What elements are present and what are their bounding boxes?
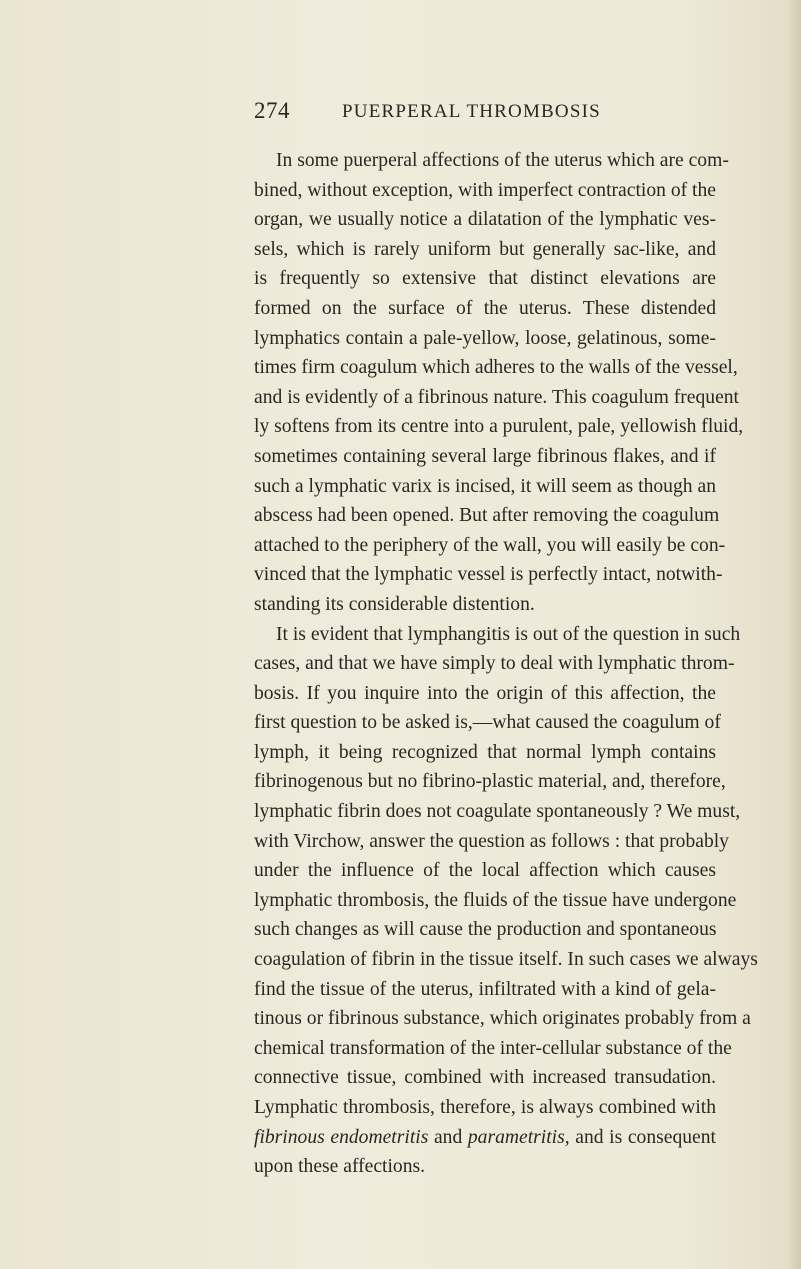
text-line: first question to be asked is,—what caused the coagulum of: [254, 712, 721, 734]
italic-term: fibrinous endometritis: [254, 1126, 429, 1148]
text-line: find the tissue of the uterus, infiltrated with a kind of gela-: [254, 978, 716, 1000]
text-line: attached to the periphery of the wall, you will easily be con-: [254, 534, 726, 556]
text-line: sels, which is rarely uniform but generally sac-like, and: [254, 238, 716, 260]
text-line-mixed: [254, 1123, 716, 1153]
text-line: lymphatic thrombosis, the fluids of the tissue have undergone: [254, 889, 737, 911]
text-line: such a lymphatic varix is incised, it will seem as though an: [254, 475, 716, 497]
text-line: chemical transformation of the inter-cellular substance of the: [254, 1037, 732, 1059]
page-header: [254, 98, 714, 128]
text-line: formed on the surface of the uterus. These distended: [254, 297, 716, 319]
text-line: upon these affections.: [254, 1156, 426, 1178]
text-line: standing its considerable distention.: [254, 593, 535, 615]
text-line: abscess had been opened. But after removing the coagulum: [254, 505, 720, 527]
text-line: and is evidently of a fibrinous nature. This coagulum frequent: [254, 386, 740, 408]
text-line: under the influence of the local affection which causes: [254, 860, 716, 882]
text-line: Lymphatic thrombosis, therefore, is always combined with: [254, 1097, 716, 1118]
text-line: bosis. If you inquire into the origin of this affection, the: [254, 682, 716, 704]
text-line: It is evident that lymphangitis is out of the question in such: [276, 623, 741, 645]
page-number: 274: [254, 98, 290, 123]
text-line: fibrinogenous but no fibrino-plastic material, and, therefore,: [254, 771, 726, 793]
page-edge-shadow: [787, 0, 801, 1269]
text-line: organ, we usually notice a dilatation of the lymphatic ves-: [254, 209, 716, 231]
text-line: connective tissue, combined with increased transudation.: [254, 1067, 716, 1089]
text-line: times firm coagulum which adheres to the walls of the vessel,: [254, 357, 738, 379]
text-fragment: and: [428, 1126, 468, 1148]
italic-term: parametritis,: [467, 1126, 570, 1148]
running-head: PUERPERAL THROMBOSIS: [342, 101, 601, 122]
text-line: sometimes containing several large fibrinous flakes, and if: [254, 445, 716, 467]
text-line: bined, without exception, with imperfect contraction of the: [254, 179, 716, 201]
text-line: is frequently so extensive that distinct elevations are: [254, 268, 716, 290]
text-line: with Virchow, answer the question as follows : that probably: [254, 830, 729, 852]
text-line: In some puerperal affections of the uterus which are com-: [276, 150, 729, 171]
text-line: coagulation of fibrin in the tissue itself. In such cases we always: [254, 949, 758, 971]
text-line: vinced that the lymphatic vessel is perfectly intact, notwith-: [254, 564, 723, 586]
text-line: lymphatics contain a pale-yellow, loose, gelatinous, some-: [254, 327, 716, 349]
text-line: tinous or fibrinous substance, which originates probably from a: [254, 1008, 751, 1030]
text-line: lymphatic fibrin does not coagulate spontaneously ? We must,: [254, 801, 741, 823]
text-fragment: and is consequent: [569, 1126, 716, 1148]
text-line: such changes as will cause the production and spontaneous: [254, 919, 717, 941]
body-text: [254, 146, 758, 1182]
text-line: lymph, it being recognized that normal lymph contains: [254, 741, 716, 763]
text-line: ly softens from its centre into a purulent, pale, yellowish fluid,: [254, 416, 744, 438]
text-line: cases, and that we have simply to deal with lymphatic throm-: [254, 653, 735, 675]
